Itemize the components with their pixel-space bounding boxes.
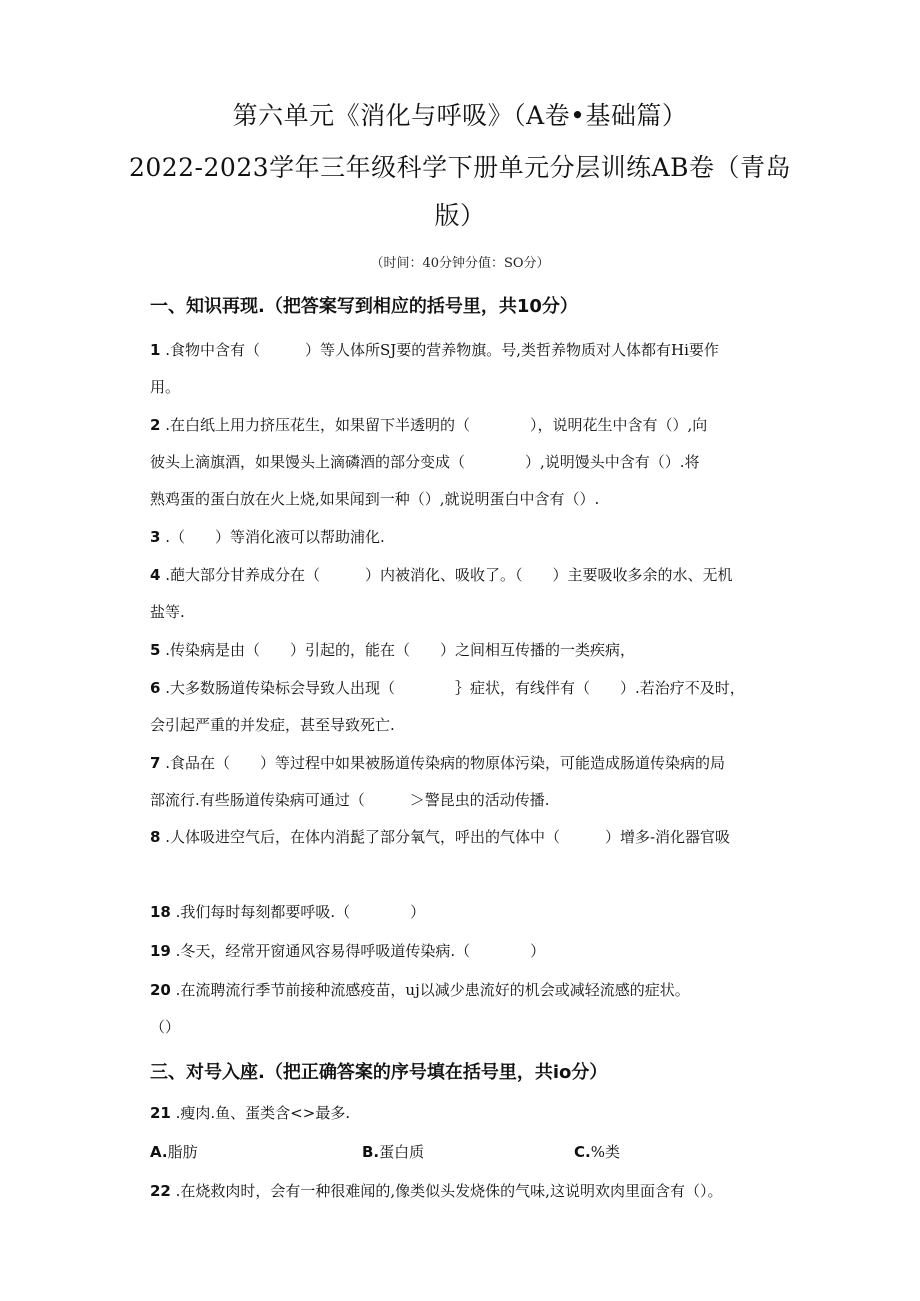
question-8-line-1: [150, 826, 730, 847]
question-number: 5: [150, 641, 161, 659]
question-2-line-1: [150, 414, 707, 435]
question-text: .大多数肠道传染标会导致人出现（ ｝症状，有线伴有（ ）.若治疗不及时，: [160, 679, 745, 697]
question-number: 3: [150, 528, 161, 546]
question-6-line-2: 会引起严重的并发症，甚至导致死亡.: [150, 716, 395, 734]
title-line-1: 第六单元《消化与呼吸》（A卷•基础篇）: [232, 101, 688, 130]
question-number: 7: [150, 754, 161, 772]
option-letter: B.: [362, 1143, 380, 1161]
question-text: .冬天，经常开窗通风容易得呼吸道传染病.（ ）: [170, 942, 546, 960]
question-1-line-1: [150, 339, 719, 360]
option-a: [150, 1141, 198, 1162]
question-number: 8: [150, 828, 161, 846]
question-text: .食物中含有（ ）等人体所SJ要的营养物旗。号,类哲养物质对人体都有Hi要作: [160, 341, 719, 359]
question-3-line-1: [150, 526, 385, 547]
option-letter: C.: [574, 1143, 591, 1161]
question-number: 22: [150, 1182, 171, 1200]
question-number: 4: [150, 566, 161, 584]
question-text: .传染病是由（ ）引起的，能在（ ）之间相互传播的一类疾病，: [160, 641, 635, 659]
question-2-line-3: 熟鸡蛋的蛋白放在火上烧,如果闻到一种（）,就说明蛋白中含有（）.: [150, 490, 600, 508]
question-number: 6: [150, 679, 161, 697]
option-text: 脂肪: [167, 1143, 198, 1161]
question-text: .在烧救肉时，会有一种很难闻的,像类似头发烧侏的气味,这说明欢肉里面含有（）。: [170, 1182, 723, 1200]
question-2-line-2: 彼头上滴旗酒，如果馒头上滴磷酒的部分变成（ ）,说明馒头中含有（）.将: [150, 453, 700, 471]
option-text: %类: [590, 1143, 620, 1161]
section-1-heading: 一、知识再现.（把答案写到相应的括号里，共10分）: [150, 296, 578, 317]
question-text: .在白纸上用力挤压花生，如果留下半透明的（ ），说明花生中含有（）,向: [160, 416, 708, 434]
section-3-heading: 三、对号入座.（把正确答案的序号填在括号里，共io分）: [150, 1062, 608, 1083]
question-7-line-1: [150, 752, 725, 773]
question-20-line-2: （）: [150, 1018, 181, 1036]
question-text: .人体吸进空气后，在体内消髭了部分氧气，呼出的气体中（ ）增多-消化器官吸: [160, 828, 731, 846]
option-text: 蛋白质: [379, 1143, 425, 1161]
exam-meta: （时间：40分钟分值：SO分）: [370, 256, 550, 271]
question-22-line-1: [150, 1180, 722, 1201]
question-5-line-1: [150, 639, 635, 660]
question-text: .（ ）等消化液可以帮助浦化.: [160, 528, 385, 546]
question-18-line-1: [150, 901, 425, 922]
question-number: 1: [150, 341, 161, 359]
option-b: [362, 1141, 424, 1162]
option-c: [574, 1141, 620, 1162]
question-4-line-2: 盐等.: [150, 603, 185, 621]
title-line-3: 版）: [434, 201, 486, 230]
question-number: 21: [150, 1104, 171, 1122]
question-text: .瘦肉.鱼、蛋类含<>最多.: [170, 1104, 351, 1122]
question-21-line-1: [150, 1102, 350, 1123]
question-1-line-2: 用。: [150, 378, 181, 396]
question-number: 19: [150, 942, 171, 960]
question-19-line-1: [150, 940, 545, 961]
question-6-line-1: [150, 677, 745, 698]
question-text: .葩大部分甘养成分在（ ）内被消化、吸收了。（ ）主要吸收多余的水、无机: [160, 566, 733, 584]
question-4-line-1: [150, 564, 732, 585]
question-text: .我们每时每刻都要呼吸.（ ）: [170, 903, 426, 921]
title-line-2: 2022-2023学年三年级科学下册单元分层训练AB卷（青岛: [128, 153, 792, 182]
question-text: .食品在（ ）等过程中如果被肠道传染病的物原体污染，可能造成肠道传染病的局: [160, 754, 725, 772]
question-20-line-1: [150, 979, 690, 1000]
question-number: 18: [150, 903, 171, 921]
option-letter: A.: [150, 1143, 168, 1161]
question-number: 20: [150, 981, 171, 999]
question-text: .在流聘流行季节前接种流感疫苗，uj以减少患流好的机会或减轻流感的症状。: [170, 981, 690, 999]
question-number: 2: [150, 416, 161, 434]
question-7-line-2: 部流行.有些肠道传染病可通过（ ＞警昆虫的活动传播.: [150, 791, 550, 809]
